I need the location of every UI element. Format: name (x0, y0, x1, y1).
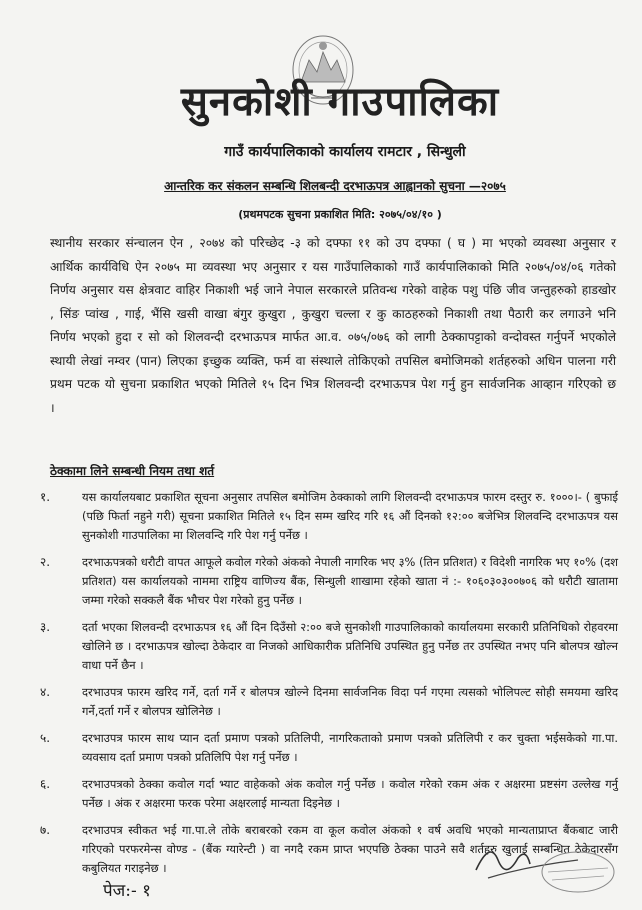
rule-number: ४. (40, 685, 51, 699)
rule-text: दरभाउपत्र स्वीकत भई गा.पा.ले तोके बराबरको रकम वा कूल कवोल अंकको १ वर्ष अवधि भएको मान्यताप्राप्त बैंकबाट जारी गरिएको परफरमेन्स वोण्ड - (बैंक ग्यारेन्टी ) वा नगदै रकम प्राप्त भएपछि ठेक्का पाउने सवै शर्तहरु खुलाई सम्बन्धित ठेकेदारसँग कबुलियत गराइनेछ । (82, 823, 618, 875)
signature-stamp (468, 830, 618, 900)
rule-number: ६. (40, 777, 51, 791)
office-title: सुनकोशी गाउपालिका (180, 78, 500, 125)
rule-item (38, 488, 618, 545)
rule-number: ३. (40, 620, 51, 634)
rule-text: यस कार्यालयबाट प्रकाशित सूचना अनुसार तपसिल बमोजिम ठेक्काको लागि शिलवन्दी दरभाऊपत्र फारम दस्तुर रु. १०००।- ( बुफाई (पछि फिर्ता नहुने गरी) सूचना प्रकाशित मितिले १५ दिन सम्म खरिद गरि १६ औं दिनको १२:०० बजेभित्र शिलवन्दि दरभाऊपत्र यस सुनकोशी गाउपालिका मा शिलवन्दि गरि पेश गर्नु पर्नेछ । (82, 490, 618, 542)
rule-text: दरभाऊपत्रको धरौटी वापत आफूले कवोल गरेको अंकको नेपाली नागरिक भए ३% (तिन प्रतिशत) र विदेशी नागरिक भए १०% (दश प्रतिशत) यस कार्यालयको नाममा राष्ट्रिय वाणिज्य बैंक, सिन्धुली शाखामा रहेको खाता नं :- १०६०३०३००७०६ को धरौटी खातामा जम्मा गरेको सक्कलै बैंक भौचर पेश गरेको हुनु पर्नेछ । (82, 555, 618, 607)
notice-body-paragraph: स्थानीय सरकार संन्चालन ऐन , २०७४ को परिच्छेद -३ को दफ्फा ११ को उप दफ्फा ( घ ) मा भएको व्यवस्था अनुसार र आर्थिक कार्यविधि ऐन २०७५ मा व्यवस्था भए अनुसार र यस गाउँपालिकाको गाउँ कार्यपालिकाको मिति २०७५/०४/०६ गतेको निर्णय अनुसार यस क्षेत्रवाट वाहिर निकाशी भई जाने नेपाल सरकारले प्रतिवन्ध गरेको वाहेक पशु पंछि जीव जन्तुहरुको हाडखोर , सिंङ प्वांख , गाई, भैंसि खसी वाखा बंगुर कुखुरा , कुखुरा चल्ला र कु काठहरुको निकाशी तथा पैठारी कर लगाउने भनि निर्णय भएको हुदा र सो को शिलवन्दी दरभाऊपत्र मार्फत आ.व. ०७५/०७६ को लागी ठेक्कापट्टाको वन्दोवस्त गर्नुपर्ने भएकोले स्थायी लेखां नम्वर (पान) लिएका इच्छुक व्यक्ति, फर्म वा संस्थाले तोकिएको तपसिल बमोजिमको शर्तहरुको अधिन पालना गरी प्रथम पटक यो सुचना प्रकाशित भएको मितिले १५ दिन भित्र शिलवन्दी दरभाऊपत्र पेश गर्नु हुन सार्वजनिक आव्हान गरिएको छ । (50, 236, 616, 415)
rule-item (38, 775, 618, 813)
rules-heading: ठेक्कामा लिने सम्बन्धी नियम तथा शर्त (50, 464, 215, 478)
rule-number: ५. (40, 731, 51, 745)
rules-list (38, 488, 618, 886)
notice-title: आन्तरिक कर संकलन सम्बन्धि शिलबन्दी दरभाऊपत्र आह्वानको सुचना —२०७५ (164, 179, 506, 193)
rule-number: २. (40, 555, 51, 569)
rule-number: १. (40, 490, 51, 504)
page-number: पेज:- १ (103, 881, 151, 901)
rule-text: दरभाउपत्र फारम खरिद गर्ने, दर्ता गर्ने र बोलपत्र खोल्ने दिनमा सार्वजनिक विदा पर्न गएमा त्यसको भोलिपल्ट सोही समयमा खरिद गर्ने,दर्ता गर्ने र बोलपत्र खोलिनेछ । (82, 685, 618, 718)
rule-item (38, 729, 618, 767)
rule-number: ७. (40, 823, 51, 837)
rule-text: दरभाउपत्रको ठेक्का कवोल गर्दा भ्याट वाहेकको अंक कवोल गर्नु पर्नेछ । कवोल गरेको रकम अंक र अक्षरमा प्रष्टसंग उल्लेख गर्नु पर्नेछ । अंक र अक्षरमा फरक परेमा अक्षरलाई मान्यता दिइनेछ । (82, 777, 618, 810)
rule-text: दर्ता भएका शिलवन्दी दरभाऊपत्र १६ औं दिन दिउँसो २:०० बजे सुनकोशी गाउपालिकाको कार्यालयमा सरकारी प्रतिनिधिको रोहवरमा खोलिने छ । दरभाऊपत्र खोल्दा ठेकेदार वा निजको आधिकारीक प्रतिनिधि उपस्थित हुनु पर्नेछ तर उपस्थित नभए पनि बोलपत्र खोल्न वाधा पर्ने छैन । (82, 620, 618, 672)
publication-date: (प्रथमपटक सुचना प्रकाशित मिति: २०७५/०४/१० ) (238, 208, 442, 221)
rule-text: दरभाउपत्र फारम साथ प्यान दर्ता प्रमाण पत्रको प्रतिलिपी, नागरिकताको प्रमाण पत्रको प्रतिलिपी र कर चुक्ता भईसकेको गा.पा. व्यवसाय दर्ता प्रमाण पत्रको प्रतिलिपि पेश गर्नु पर्नेछ । (82, 731, 618, 764)
rule-item (38, 553, 618, 610)
office-address-subtitle: गाउँ कार्यपालिकाको कार्यालय रामटार , सिन्धुली (224, 144, 466, 160)
rule-item (38, 683, 618, 721)
rule-item (38, 618, 618, 675)
